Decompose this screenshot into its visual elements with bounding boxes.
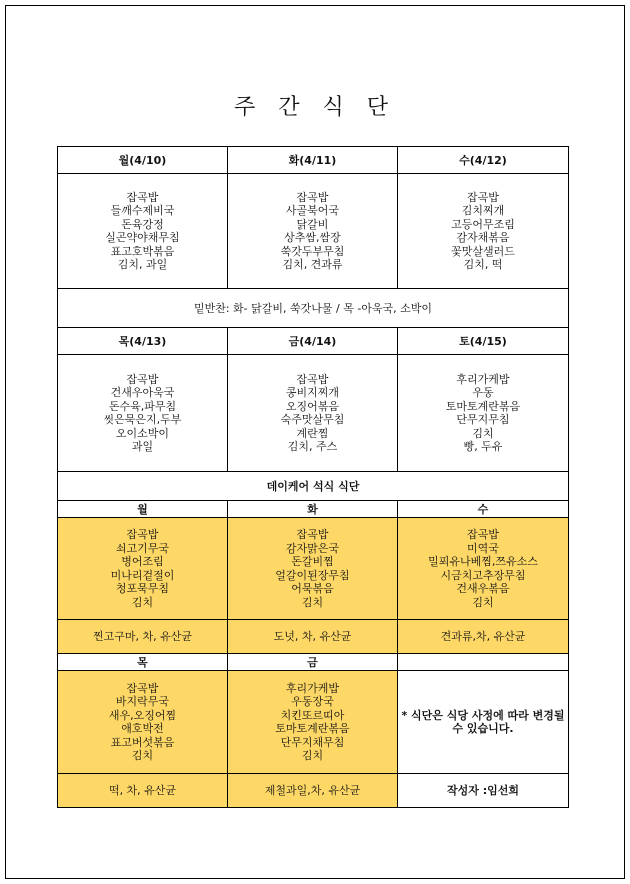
daycare-title: 데이케어 석식 식단 xyxy=(58,472,569,501)
menu-item: 씻은묵은지,두부 xyxy=(103,413,182,426)
menu-item: 돈육강정 xyxy=(121,217,164,231)
menu-cell xyxy=(228,671,398,774)
weekly-menu-table xyxy=(57,146,569,808)
menu-item: 계란찜 xyxy=(296,426,329,440)
snack-cell: 제철과일,차, 유산균 xyxy=(228,774,398,808)
menu-cell xyxy=(228,355,398,472)
menu-cell xyxy=(398,355,569,472)
menu-item: 김치 xyxy=(301,749,324,762)
snack-cell: 도넛, 차, 유산균 xyxy=(228,620,398,654)
menu-item: 잡곡밥 xyxy=(126,528,159,541)
menu-item: 오이소박이 xyxy=(115,426,170,440)
menu-item: 바지락무국 xyxy=(115,695,170,708)
menu-item: 표고버섯볶음 xyxy=(110,735,175,749)
menu-item: 새우,오징어찜 xyxy=(108,708,177,722)
menu-item: 미나리겉절이 xyxy=(110,568,175,582)
author-label: 작성자 :임선희 xyxy=(398,774,569,808)
day-header: 화(4/11) xyxy=(228,147,398,174)
menu-item: 콩비지찌개 xyxy=(285,386,340,399)
menu-item: 돈갈비찜 xyxy=(291,555,334,568)
menu-cell xyxy=(58,355,228,472)
menu-item: 토마토계란볶음 xyxy=(275,722,350,735)
menu-cell xyxy=(398,518,569,620)
menu-change-note: * 식단은 식당 사정에 따라 변경될 수 있습니다. xyxy=(398,671,569,774)
menu-item: 사골북어국 xyxy=(285,204,340,217)
menu-item: 들깨수제비국 xyxy=(110,204,175,217)
menu-item: 김치 xyxy=(131,595,154,609)
menu-cell xyxy=(228,174,398,289)
menu-item: 후리가케밥 xyxy=(285,681,340,695)
day-header: 금 xyxy=(228,654,398,671)
day-header: 토(4/15) xyxy=(398,328,569,355)
day-header: 월(4/10) xyxy=(58,147,228,174)
menu-item: 잡곡밥 xyxy=(296,528,329,541)
menu-item: 잡곡밥 xyxy=(126,190,159,204)
menu-item: 우동 xyxy=(472,386,494,399)
snack-cell: 떡, 차, 유산균 xyxy=(58,774,228,808)
menu-item: 건새우아욱국 xyxy=(110,386,175,399)
menu-item: 청포묵무침 xyxy=(115,582,170,595)
menu-item: 치킨또르띠아 xyxy=(280,708,345,722)
menu-item: 토마토계란볶음 xyxy=(445,399,521,413)
menu-item: 잡곡밥 xyxy=(467,528,499,541)
day-header: 화 xyxy=(228,501,398,518)
menu-item: 단무지무침 xyxy=(456,413,510,426)
page-title: 주 간 식 단 xyxy=(234,95,396,120)
menu-item: 후리가케밥 xyxy=(456,372,510,386)
menu-item: 건새우볶음 xyxy=(456,582,510,595)
menu-item: 어묵볶음 xyxy=(291,582,334,595)
menu-item: 김치, 주스 xyxy=(287,440,338,453)
snack-cell: 견과류,차, 유산균 xyxy=(398,620,569,654)
menu-cell xyxy=(58,671,228,774)
side-dish-note: 밑반찬: 화- 닭갈비, 쑥갓나물 / 목 -아욱국, 소박이 xyxy=(58,289,569,328)
menu-cell xyxy=(58,518,228,620)
menu-item: 닭갈비 xyxy=(296,217,329,231)
menu-item: 김치 xyxy=(472,595,494,609)
menu-item: 밀푀유나베찜,쯔유소스 xyxy=(428,555,538,568)
menu-item: 애호박전 xyxy=(121,722,164,735)
menu-item: 시금치고추장무침 xyxy=(440,568,526,582)
menu-item: 잡곡밥 xyxy=(296,190,329,204)
menu-item: 얼갈이된장무침 xyxy=(275,568,350,582)
menu-item: 감자맑은국 xyxy=(285,541,340,555)
menu-item: 미역국 xyxy=(467,541,499,555)
menu-item: 표고호박볶음 xyxy=(110,244,175,258)
menu-item: 잡곡밥 xyxy=(126,372,159,386)
menu-item: 김치 xyxy=(301,595,324,609)
menu-cell xyxy=(58,174,228,289)
menu-item: 돈수육,파무침 xyxy=(108,399,177,413)
menu-item: 과일 xyxy=(131,440,154,453)
day-header: 목(4/13) xyxy=(58,328,228,355)
day-header-empty xyxy=(398,654,569,671)
menu-item: 감자채볶음 xyxy=(456,231,510,244)
menu-item: 고등어무조림 xyxy=(451,217,515,231)
menu-item: 빵, 두유 xyxy=(463,440,503,453)
menu-item: 김치 xyxy=(131,749,154,762)
menu-cell xyxy=(228,518,398,620)
menu-item: 꽃맛살샐러드 xyxy=(451,244,515,258)
menu-item: 숙주맛살무침 xyxy=(280,413,345,426)
menu-item: 김치찌개 xyxy=(461,204,505,217)
menu-item: 쑥갓두부무침 xyxy=(280,244,345,258)
menu-item: 실곤약야채무침 xyxy=(105,231,180,244)
day-header: 수 xyxy=(398,501,569,518)
day-header: 월 xyxy=(58,501,228,518)
menu-item: 김치 xyxy=(472,426,494,440)
day-header: 금(4/14) xyxy=(228,328,398,355)
menu-item: 김치, 과일 xyxy=(117,258,168,271)
menu-item: 잡곡밥 xyxy=(126,681,159,695)
menu-item: 단무지채무침 xyxy=(280,735,345,749)
menu-item: 쇠고기무국 xyxy=(115,541,170,555)
menu-item: 잡곡밥 xyxy=(296,372,329,386)
menu-cell xyxy=(398,174,569,289)
menu-item: 김치, 견과류 xyxy=(282,258,343,271)
menu-item: 오징어볶음 xyxy=(285,399,340,413)
menu-item: 잡곡밥 xyxy=(467,190,499,204)
menu-item: 김치, 떡 xyxy=(463,258,503,271)
day-header: 목 xyxy=(58,654,228,671)
menu-item: 우동장국 xyxy=(291,695,334,708)
snack-cell: 찐고구마, 차, 유산균 xyxy=(58,620,228,654)
menu-item: 병어조림 xyxy=(121,555,164,568)
menu-item: 상추쌈,쌈장 xyxy=(284,231,341,244)
day-header: 수(4/12) xyxy=(398,147,569,174)
